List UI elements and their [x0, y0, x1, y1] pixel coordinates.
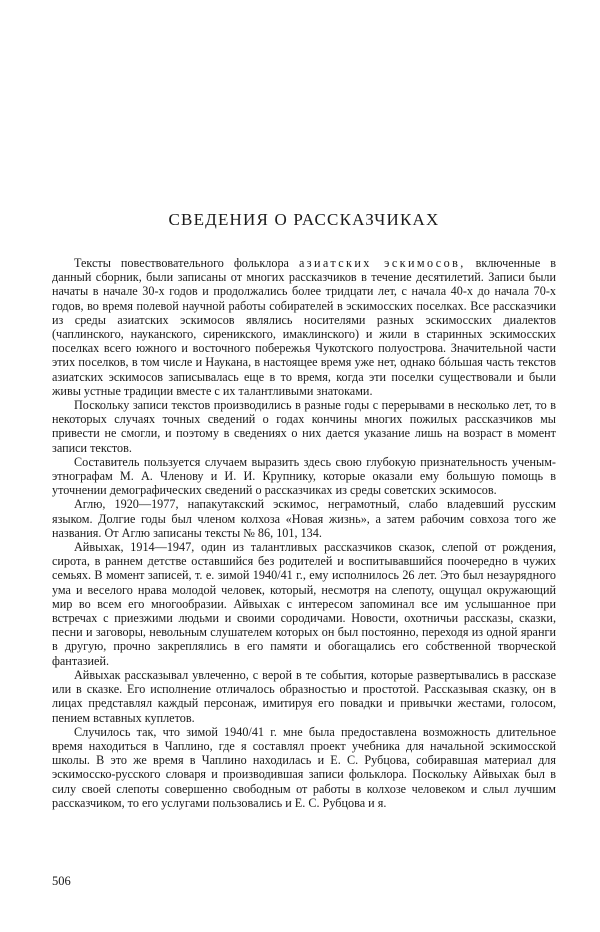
paragraph-ayvykhak-style: Айвыхак рассказывал увлеченно, с верой в те события, которые развертывались в рассказе или в сказке. Его исполнение отличалось образностью и простотой. Рассказывая сказку, он в лицах представлял каждый персонаж, имитируя его повадки и привычки жестами, голосом, пением вставных куплетов.	[52, 667, 556, 725]
paragraph-chaplino-winter: Случилось так, что зимой 1940/41 г. мне была предоставлена возможность длительное время находиться в Чаплино, где я составлял проект учебника для начальной эскимосской школы. В это же время в Чаплино находилась и Е. С. Рубцова, собиравшая материал для эскимосско-русского словаря и производившая записи фольклора. Поскольку Айвыхак был в силу своей слепоты совершенно свободным от работы в колхозе человеком и слыл лучшим рассказчиком, то его услугами пользовались и Е. С. Рубцова и я.	[52, 724, 556, 810]
page-title: СВЕДЕНИЯ О РАССКАЗЧИКАХ	[168, 210, 440, 229]
paragraph-narrator-aglyu: Аглю, 1920—1977, напакутакский эскимос, неграмотный, слабо владевший русским языком. Долгие годы был членом колхоза «Новая жизнь», а затем рабочим совхоза того же названия. От Аглю записаны тексты № 86, 101, 134.	[52, 497, 556, 540]
intro-lead: Тексты повествовательного фольклора	[74, 256, 299, 270]
page-body	[52, 210, 556, 810]
paragraph-narrator-ayvykhak: Айвыхак, 1914—1947, один из талантливых рассказчиков сказок, слепой от рождения, сирота, в раннем детстве оставшийся без родителей и воспитывавшийся поочередно в чужих семьях. В момент записей, т. е. зимой 1940/41 г., ему исполнилось 26 лет. Это был незаурядного ума и веселого нрава молодой человек, который, несмотря на слепоту, ощущал окружающий мир во всем его многообразии. Айвыхак с интересом запоминал все им услышанное при встречах с приезжими людьми и своими сородичами. Новости, охотничьи рассказы, сказки, песни и заговоры, невольным слушателем которых он был постоянно, переходя из одной яранги в другую, прочно закреплялись в его памяти и обогащались его собственной творческой фантазией.	[52, 540, 556, 668]
intro-paragraph	[52, 256, 556, 398]
paragraph-acknowledgements: Составитель пользуется случаем выразить здесь свою глубокую признательность ученым-этнографам М. А. Членову и И. И. Крупнику, которые оказали ему большую помощь в уточнении демографических сведений о рассказчиках из среды советских эскимосов.	[52, 454, 556, 498]
page-number: 506	[52, 874, 71, 888]
paragraph-record-gaps: Поскольку записи текстов производились в разные годы с перерывами в несколько лет, то в некоторых случаях точных сведений о годах кончины многих пожилых рассказчиков мы привести не смогли, и поэтому в сведениях о них дается указание лишь на возраст в момент записи текстов.	[52, 398, 556, 455]
intro-spaced-text: азиатских эскимосов,	[298, 256, 466, 270]
intro-rest: включенные в данный сборник, были записаны от многих рассказчиков в течение десятилетий. Записи были начаты в начале 30-х годов и продолжались более тридцати лет, с начала 40-х до начала 70-х годов, во время полевой научной работы собирателей в эскимосских поселках. Все рассказчики из среды азиатских эскимосов являлись носителями разных эскимосских диалектов (чаплинского, науканского, сиреникского, имаклинского) и жили в старинных эскимосских поселках всего южного и восточного побережья Чукотского полуострова. Значительной части этих поселков, в том числе и Наукана, в настоящее время уже нет, однако бóльшая часть текстов азиатских эскимосов записывалась еще в то время, когда эти поселки существовали и были живы устные традиции вместе с их талантливыми знатоками.	[52, 256, 556, 398]
